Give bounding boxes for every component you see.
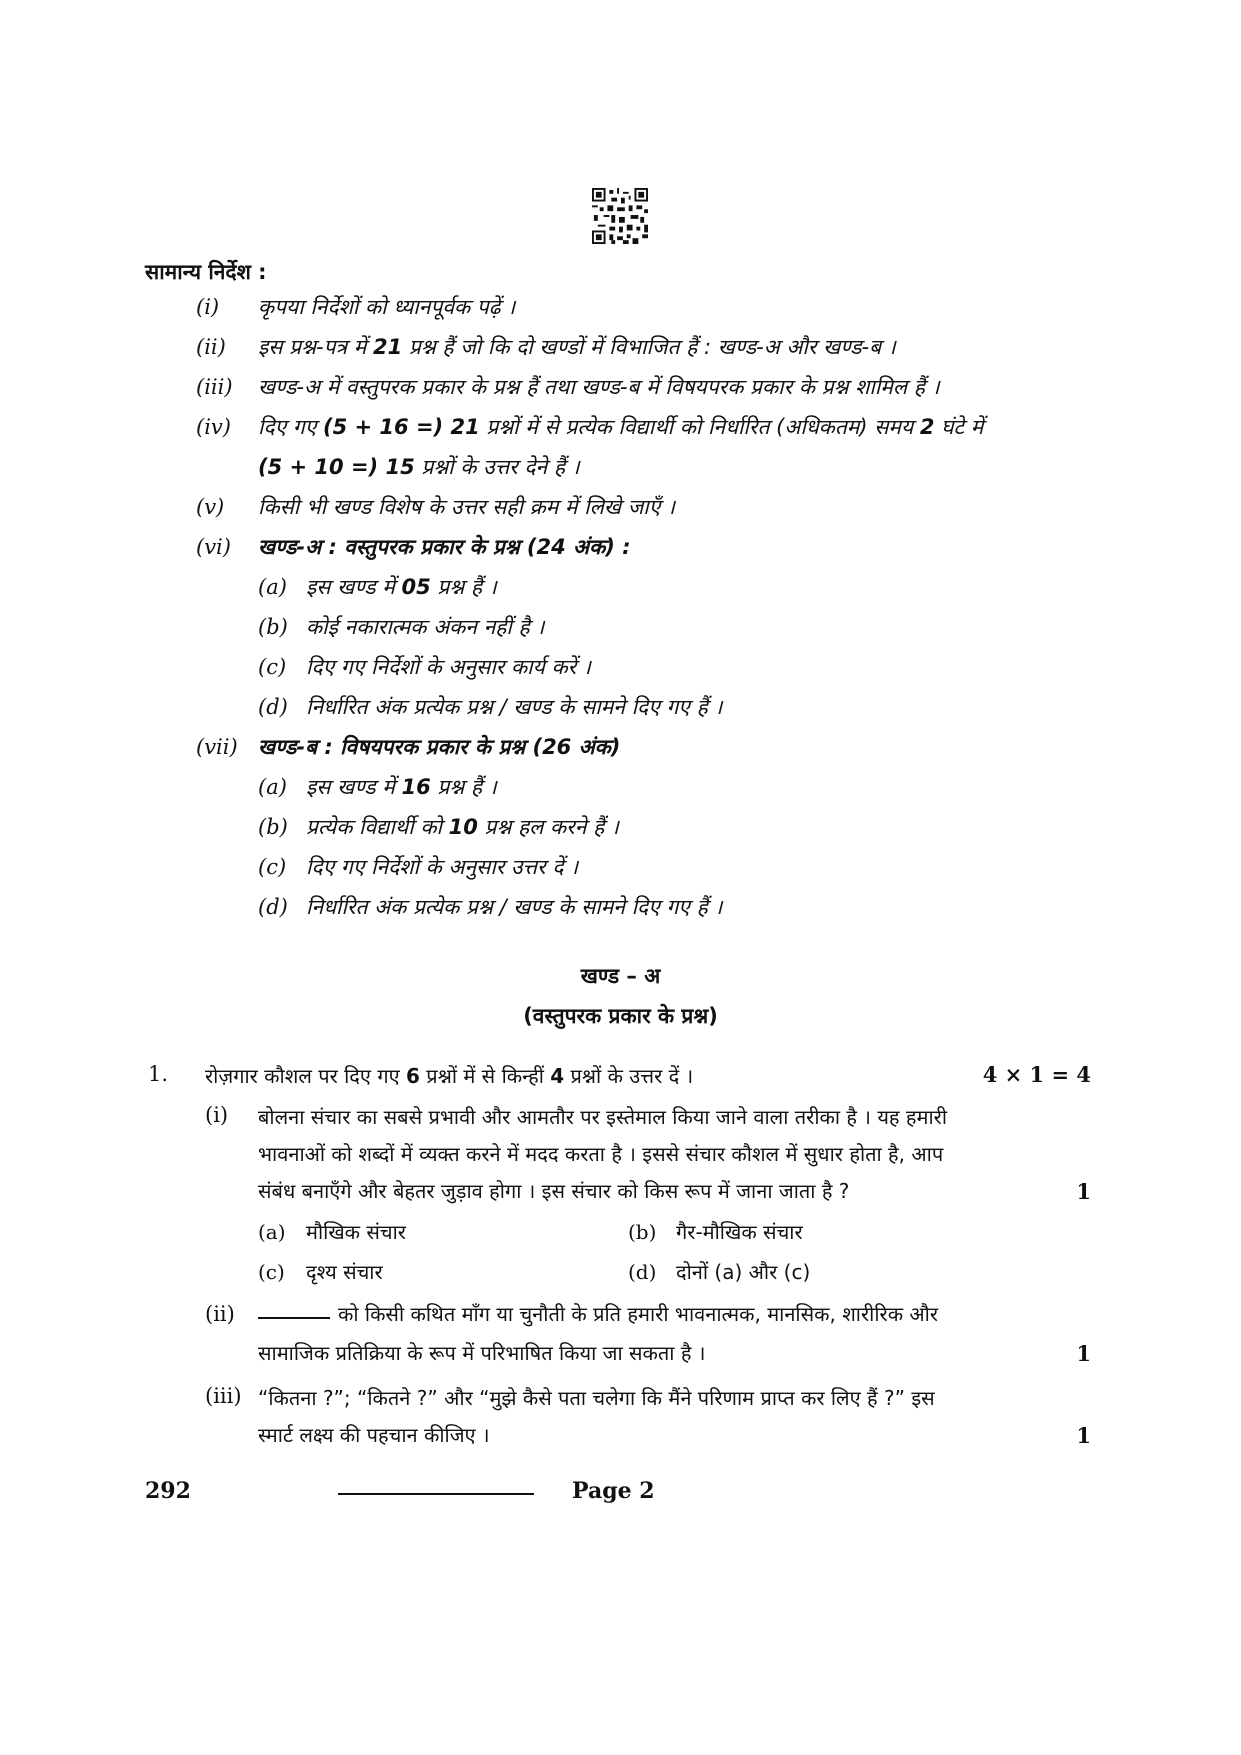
sub-text: इस खण्ड में — [306, 775, 402, 799]
instruction-bold: (5 + 10 =) 15 — [258, 455, 415, 479]
option — [258, 1218, 406, 1245]
sub-question-text: को किसी कथित माँग या चुनौती के प्रति हमारी भावनात्मक, मानसिक, शारीरिक और — [338, 1302, 939, 1326]
instruction-item-continued — [258, 453, 580, 481]
instruction-item — [196, 533, 631, 561]
sub-text: इस खण्ड में — [306, 575, 402, 599]
instruction-item — [196, 373, 940, 401]
section-b-instruction — [258, 893, 722, 921]
sub-bold: 05 — [401, 575, 431, 599]
sub-question-number: (ii) — [205, 1302, 235, 1326]
option-text: गैर-मौखिक संचार — [676, 1220, 803, 1244]
sub-question-number: (iii) — [205, 1384, 242, 1408]
sub-question-number: (i) — [205, 1103, 229, 1127]
instruction-item — [196, 413, 983, 441]
sub-text: प्रश्न हैं । — [430, 775, 497, 799]
sub-number: (b) — [258, 615, 288, 639]
option-label: (b) — [628, 1220, 657, 1244]
qr-code-icon — [592, 188, 648, 244]
sub-text: निर्धारित अंक प्रत्येक प्रश्न / खण्ड के सामने दिए गए हैं । — [306, 895, 723, 919]
instruction-text: दिए गए — [258, 415, 323, 439]
instruction-bold: 21 — [372, 335, 403, 359]
sub-text: प्रत्येक विद्यार्थी को — [306, 815, 449, 839]
fill-in-blank — [258, 1317, 330, 1319]
option-label: (c) — [258, 1260, 285, 1284]
sub-number: (d) — [258, 695, 288, 719]
instruction-text: कृपया निर्देशों को ध्यानपूर्वक पढ़ें । — [258, 295, 516, 319]
instruction-item — [196, 333, 896, 361]
instruction-number: (vii) — [196, 735, 238, 759]
section-b-instruction — [258, 853, 578, 881]
instruction-text: इस प्रश्न-पत्र में — [258, 335, 373, 359]
section-a-instruction — [258, 573, 497, 601]
question-marks: 4 × 1 = 4 — [982, 1062, 1091, 1087]
sub-text: दिए गए निर्देशों के अनुसार उत्तर दें । — [306, 855, 579, 879]
option-label: (a) — [258, 1220, 286, 1244]
sub-question-line: बोलना संचार का सबसे प्रभावी और आमतौर पर इस्तेमाल किया जाने वाला तरीका है । यह हमारी — [258, 1105, 948, 1129]
question-text-part: रोज़गार कौशल पर दिए गए — [205, 1064, 407, 1088]
sub-question-line: संबंध बनाएँगे और बेहतर जुड़ाव होगा । इस संचार को किस रूप में जाना जाता है ? — [258, 1179, 850, 1203]
sub-number: (c) — [258, 855, 287, 879]
option-text: दोनों (a) और (c) — [676, 1260, 811, 1284]
sub-question-line — [258, 1300, 938, 1327]
instruction-number: (i) — [196, 295, 220, 319]
question-text-part: प्रश्नों के उत्तर दें । — [564, 1064, 694, 1088]
section-b-instruction — [258, 813, 619, 841]
page-number: Page 2 — [572, 1478, 655, 1504]
general-instructions-title: सामान्य निर्देश : — [145, 260, 267, 284]
instruction-text: किसी भी खण्ड विशेष के उत्तर सही क्रम में लिखे जाएँ । — [258, 495, 675, 519]
instruction-text: प्रश्नों के उत्तर देने हैं । — [414, 455, 580, 479]
section-b-heading: खण्ड-ब : विषयपरक प्रकार के प्रश्न (26 अंक) — [258, 735, 621, 759]
sub-question-marks: 1 — [1076, 1423, 1091, 1448]
sub-bold: 16 — [401, 775, 431, 799]
instruction-number: (iii) — [196, 375, 233, 399]
sub-text: निर्धारित अंक प्रत्येक प्रश्न / खण्ड के सामने दिए गए हैं । — [306, 695, 723, 719]
instruction-bold: (5 + 16 =) 21 — [323, 415, 480, 439]
option — [628, 1258, 810, 1285]
instruction-item — [196, 293, 515, 321]
instruction-number: (vi) — [196, 535, 231, 559]
option-label: (d) — [628, 1260, 657, 1284]
section-subtitle: (वस्तुपरक प्रकार के प्रश्न) — [523, 1004, 718, 1028]
instruction-item — [196, 493, 675, 521]
question-bold: 4 — [550, 1064, 565, 1088]
option — [628, 1218, 803, 1245]
question-text-part: प्रश्नों में से किन्हीं — [419, 1064, 551, 1088]
sub-number: (d) — [258, 895, 288, 919]
footer-divider — [338, 1493, 534, 1495]
instruction-item — [196, 733, 620, 761]
question-bold: 6 — [406, 1064, 420, 1088]
option-text: मौखिक संचार — [306, 1220, 406, 1244]
sub-number: (a) — [258, 575, 287, 599]
sub-question-line: “कितना ?”; “कितने ?” और “मुझे कैसे पता चलेगा कि मैंने परिणाम प्राप्त कर लिए हैं ?” इस — [258, 1386, 935, 1410]
section-title: खण्ड – अ — [580, 964, 661, 988]
sub-bold: 10 — [448, 815, 478, 839]
question-text — [205, 1062, 693, 1089]
instruction-number: (v) — [196, 495, 225, 519]
instruction-text: प्रश्न हैं जो कि दो खण्डों में विभाजित हैं : खण्ड-अ और खण्ड-ब । — [402, 335, 896, 359]
sub-question-marks: 1 — [1076, 1341, 1091, 1366]
section-a-instruction — [258, 653, 591, 681]
sub-question-line: भावनाओं को शब्दों में व्यक्त करने में मदद करता है । इससे संचार कौशल में सुधार होता है, आप — [258, 1142, 944, 1166]
section-a-instruction — [258, 613, 544, 641]
sub-question-line: स्मार्ट लक्ष्य की पहचान कीजिए । — [258, 1423, 490, 1447]
instruction-number: (iv) — [196, 415, 231, 439]
instruction-number: (ii) — [196, 335, 226, 359]
sub-number: (b) — [258, 815, 288, 839]
instruction-bold: 2 — [919, 415, 935, 439]
sub-question-line: सामाजिक प्रतिक्रिया के रूप में परिभाषित किया जा सकता है । — [258, 1341, 706, 1365]
sub-text: दिए गए निर्देशों के अनुसार कार्य करें । — [306, 655, 591, 679]
option-text: दृश्य संचार — [306, 1260, 383, 1284]
section-a-instruction — [258, 693, 722, 721]
question-number: 1. — [148, 1062, 169, 1086]
section-b-instruction — [258, 773, 497, 801]
sub-text: प्रश्न हैं । — [430, 575, 497, 599]
sub-text: कोई नकारात्मक अंकन नहीं है । — [306, 615, 545, 639]
instruction-text: घंटे में — [934, 415, 984, 439]
instruction-text: प्रश्नों में से प्रत्येक विद्यार्थी को निर्धारित (अधिकतम) समय — [479, 415, 920, 439]
sub-number: (a) — [258, 775, 287, 799]
option — [258, 1258, 383, 1285]
instruction-text: खण्ड-अ में वस्तुपरक प्रकार के प्रश्न हैं तथा खण्ड-ब में विषयपरक प्रकार के प्रश्न शामिल हैं । — [258, 375, 940, 399]
section-a-heading: खण्ड-अ : वस्तुपरक प्रकार के प्रश्न (24 अंक) : — [258, 535, 631, 559]
sub-question-marks: 1 — [1076, 1179, 1091, 1204]
sub-number: (c) — [258, 655, 287, 679]
sub-text: प्रश्न हल करने हैं । — [477, 815, 619, 839]
paper-code: 292 — [145, 1478, 191, 1504]
